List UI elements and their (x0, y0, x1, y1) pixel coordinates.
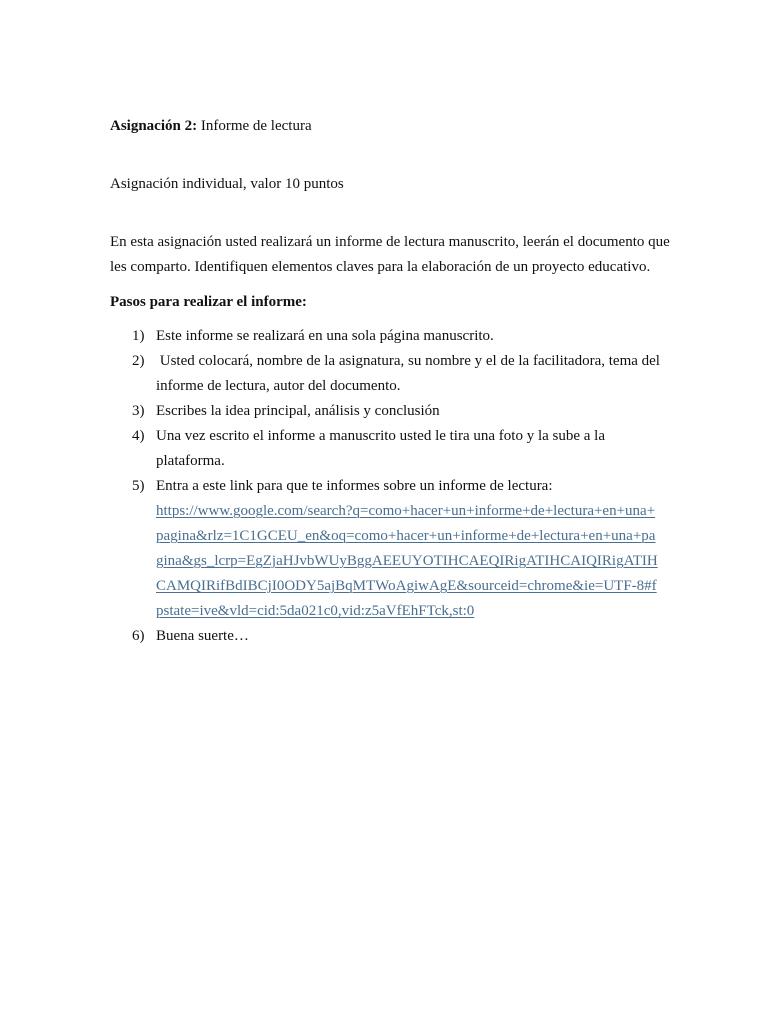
step-text: Este informe se realizará en una sola página manuscrito. (156, 328, 494, 344)
step-number: 4) (132, 428, 145, 444)
assignment-title-label: Asignación 2: (110, 118, 198, 134)
assignment-title (110, 114, 670, 139)
step-text: Usted colocará, nombre de la asignatura, su nombre y el de la facilitadora, tema del informe de lectura, autor del documento. (156, 353, 664, 394)
intro-paragraph: En esta asignación usted realizará un informe de lectura manuscrito, leerán el documento que les comparto. Identifiquen elementos claves para la elaboración de un proyecto educativo. (110, 234, 670, 275)
step-item (110, 474, 670, 624)
step-item (110, 624, 670, 649)
assignment-title-text: Informe de lectura (197, 118, 312, 134)
step-text: Una vez escrito el informe a manuscrito usted le tira una foto y la sube a la plataforma. (156, 428, 606, 469)
step-text: Entra a este link para que te informes sobre un informe de lectura: (156, 478, 553, 494)
steps-heading-text: Pasos para realizar el informe: (110, 294, 307, 310)
step-text: Escribes la idea principal, análisis y conclusión (156, 403, 440, 419)
step-number: 2) (132, 353, 145, 369)
step-number: 1) (132, 328, 145, 344)
step-number: 6) (132, 628, 145, 644)
reference-link[interactable]: https://www.google.com/search?q=como+hacer+un+informe+de+lectura+en+una+pagina&rlz=1C1GCEU_en&oq=como+hacer+un+informe+de+lectura+en+una+pagina&gs_lcrp=EgZjaHJvbWUyBggAEEUYOTIHCAEQIRigATIHCAIQIRigATIHCAMQIRifBdIBCjI0ODY5ajBqMTWoAgiwAgE&sourceid=chrome&ie=UTF-8#fpstate=ive&vld=cid:5da021c0,vid:z5aVfEhFTck,st:0 (156, 503, 658, 619)
step-item (110, 399, 670, 424)
steps-list (110, 324, 670, 649)
step-number: 5) (132, 478, 145, 494)
steps-heading (110, 290, 670, 315)
step-number: 3) (132, 403, 145, 419)
step-text: Buena suerte… (156, 628, 249, 644)
step-item (110, 349, 670, 399)
document-body (110, 114, 670, 649)
step-item (110, 424, 670, 474)
step-item (110, 324, 670, 349)
assignment-subtitle: Asignación individual, valor 10 puntos (110, 176, 344, 192)
